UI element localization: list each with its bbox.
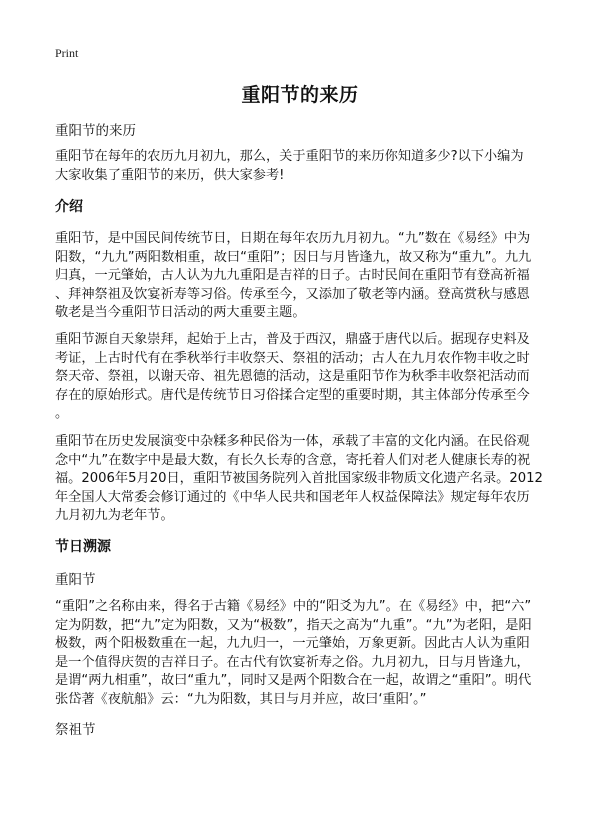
section-heading-intro: 介绍 [55,199,83,215]
text-line: 、拜神祭祖及饮宴祈寿等习俗。传承至今，又添加了敬老等内涵。登高赏秋与感恩 [55,286,530,302]
print-link[interactable]: Print [55,46,79,60]
text-line: 考证，上古时代有在季秋举行丰收祭天、祭祖的活动；古人在九月农作物丰收之时 [55,350,530,366]
text-line: 是一个值得庆贺的吉祥日子。在古代有饮宴祈寿之俗。九月初九，日与月皆逢九， [55,654,530,670]
article-subtitle: 重阳节的来历 [55,123,136,139]
text-line: 重阳节在历史发展演变中杂糅多种民俗为一体，承载了丰富的文化内涵。在民俗观 [55,434,530,449]
subsection-title-chongyang: 重阳节 [55,572,96,588]
text-line: 念中“九”在数字中是最大数，有长久长寿的含意，寄托着人们对老人健康长寿的祝 [55,452,531,468]
text-line: 归真，一元肇始，古人认为九九重阳是吉祥的日子。古时民间在重阳节有登高祈福 [55,268,530,283]
text-line: 年全国人大常委会修订通过的《中华人民共和国老年人权益保障法》规定每年农历 [55,489,530,505]
text-line: 敬老是当今重阳节日活动的两大重要主题。 [55,305,306,320]
text-line: 张岱著《夜航船》云：“九为阳数，其日与月并应，故曰‘重阳’。” [55,691,427,707]
intro-section-paragraph-2 [55,331,550,424]
text-line: 极数，两个阳极数重在一起，九九归一，一元肇始，万象更新。因此古人认为重阳 [55,636,530,651]
text-line: 阳数，“九九”两阳数相重，故曰“重阳”；因日与月皆逢九，故又称为“重九”。九九 [55,249,532,265]
text-line: 。 [55,406,69,421]
text-line: 存在的原始形式。唐代是传统节日习俗揉合定型的重要时期，其主体部分传承至今 [55,387,530,403]
intro-section-paragraph-1 [55,230,550,323]
text-line: 是谓“两九相重”，故曰“重九”，同时又是两个阳数合在一起，故谓之“重阳”。明代 [55,673,532,688]
text-line: 九月初九为老年节。 [55,508,174,523]
text-line: 定为阴数，把“九”定为阳数，又为“极数”，指天之高为“九重”。“九”为老阳，是阳 [55,617,532,633]
text-line: 祭天帝、祭祖，以谢天帝、祖先恩德的活动，这是重阳节作为秋季丰收祭祀活动而 [55,369,530,384]
text-line: 大家收集了重阳节的来历，供大家参考! [55,167,285,183]
text-line: 福。2006年5月20日，重阳节被国务院列入首批国家级非物质文化遗产名录。2012 [55,471,543,486]
intro-section-paragraph-3 [55,433,550,526]
subsection-title-ancestor: 祭祖节 [55,722,96,738]
origin-paragraph [55,598,550,709]
section-heading-origin: 节日溯源 [55,539,111,555]
page-title: 重阳节的来历 [241,84,359,106]
text-line: 重阳节，是中国民间传统节日，日期在每年农历九月初九。“九”数在《易经》中为 [55,231,531,246]
text-line: “重阳”之名称由来，得名于古籍《易经》中的“阳爻为九”。在《易经》中，把“六” [55,599,532,614]
intro-paragraph [55,148,550,185]
text-line: 重阳节源自天象崇拜，起始于上古，普及于西汉，鼎盛于唐代以后。据现存史料及 [55,332,530,347]
text-line: 重阳节在每年的农历九月初九，那么，关于重阳节的来历你知道多少?以下小编为 [55,149,524,164]
